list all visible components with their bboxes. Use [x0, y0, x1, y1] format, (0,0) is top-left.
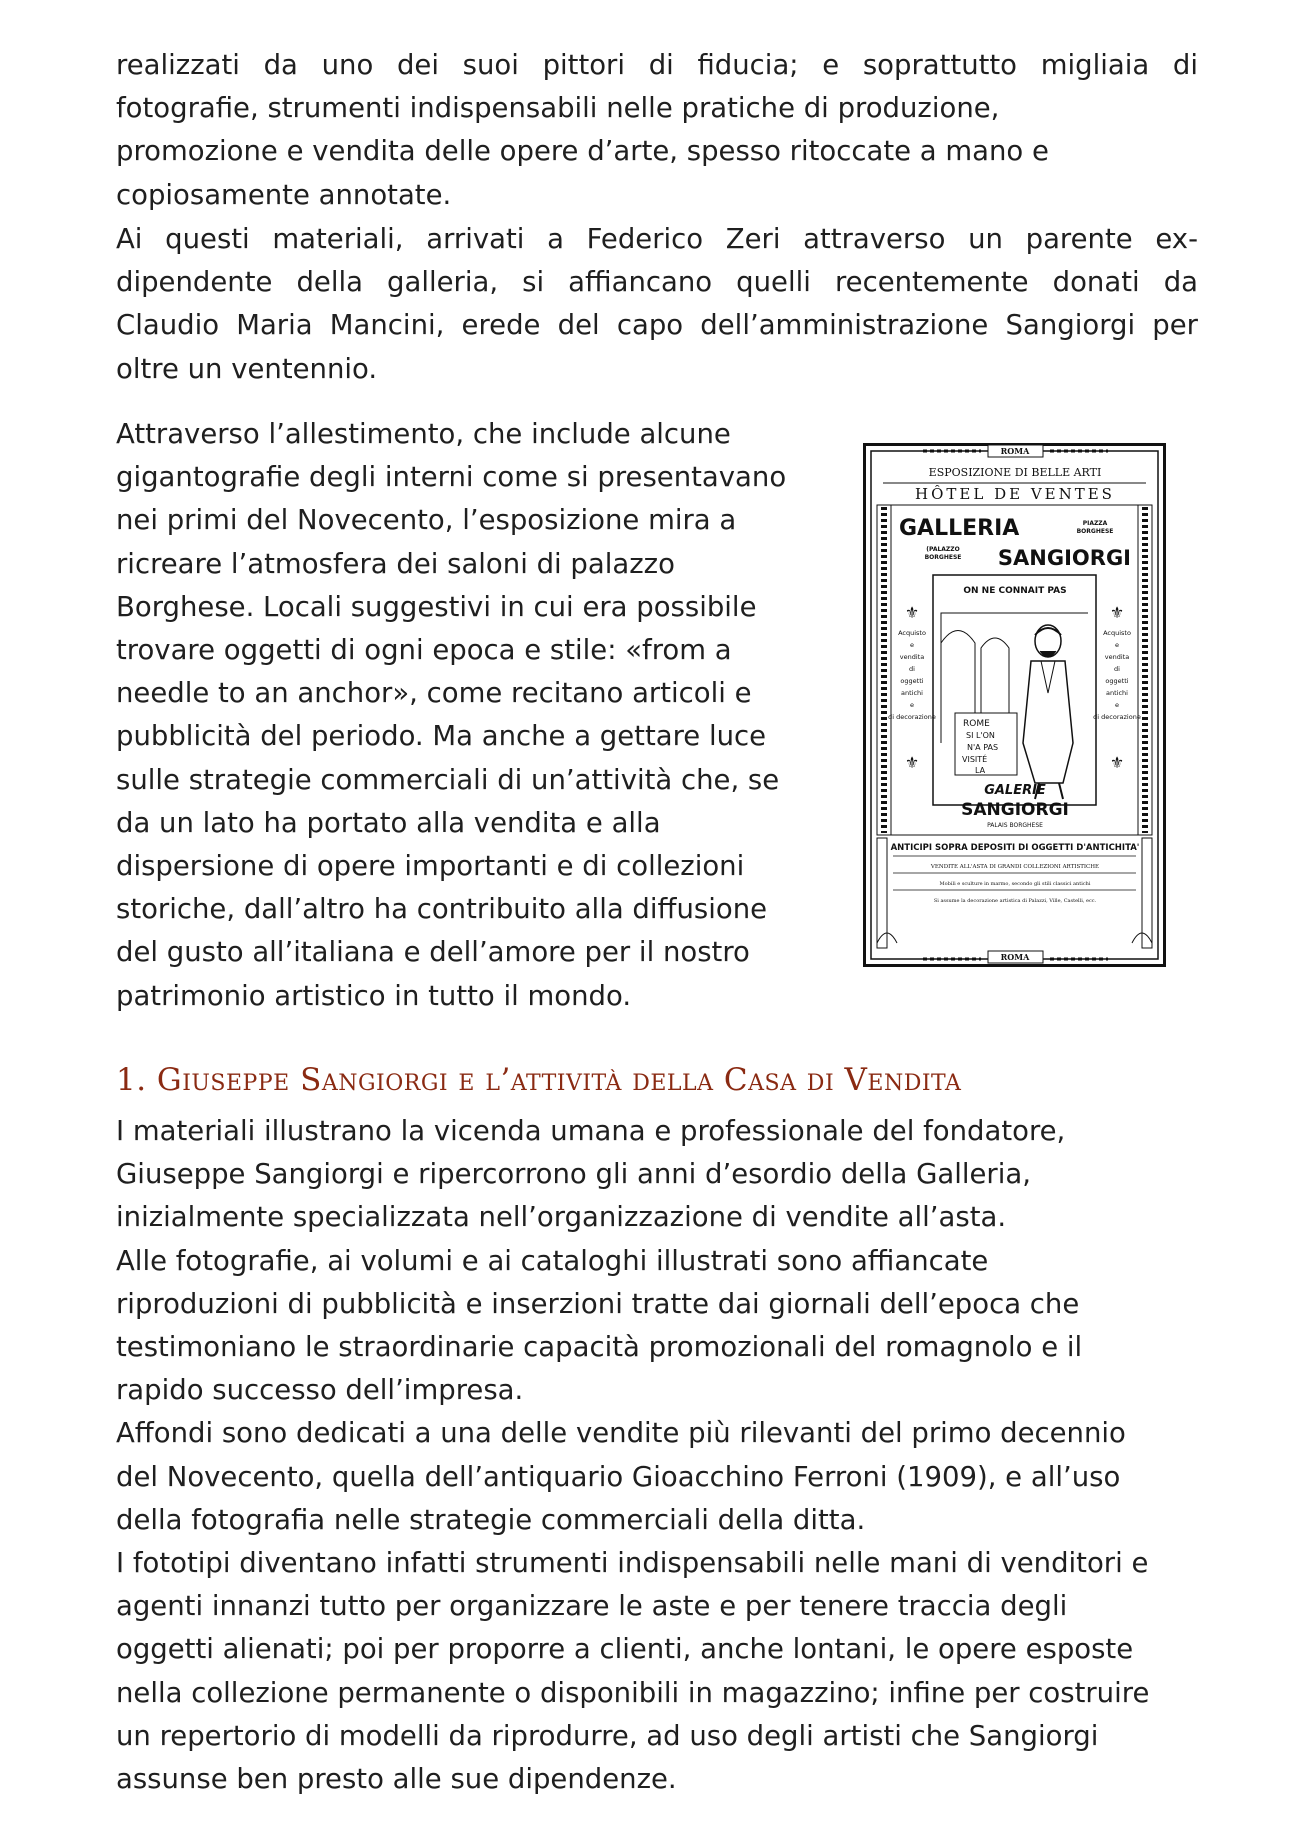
fleur-ornament-icon: ⚜	[1109, 603, 1125, 622]
text-line: oggetti alienati; poi per proporre a clienti, anche lontani, le opere esposte	[116, 1633, 1134, 1666]
poster-artwork	[863, 443, 1166, 967]
poster-side-left: Acquisto	[898, 629, 926, 637]
text-line: dispersione di opere importanti e di collezioni	[116, 850, 745, 883]
text-line: I fototipi diventano infatti strumenti indispensabili nelle mani di venditori e	[116, 1547, 1149, 1580]
poster-side-left: e	[910, 641, 914, 649]
text-line: riproduzioni di pubblicità e inserzioni tratte dai giornali dell’epoca che	[116, 1287, 1080, 1320]
text-line: patrimonio artistico in tutto il mondo.	[116, 979, 632, 1012]
text-line: agenti innanzi tutto per organizzare le aste e per tenere traccia degli	[116, 1590, 1068, 1623]
text-line: inizialmente specializzata nell’organizzazione di vendite all’asta.	[116, 1201, 1007, 1234]
poster-side-left: di	[909, 665, 915, 673]
text-line: pubblicità del periodo. Ma anche a gettare luce	[116, 720, 767, 753]
poster-sign-line: VISITÉ	[962, 755, 988, 764]
poster-galerie: GALERIE	[984, 783, 1046, 798]
text-line: Borghese. Locali suggestivi in cui era possibile	[116, 590, 757, 623]
text-line: della fotografia nelle strategie commerciali della ditta.	[116, 1503, 866, 1536]
poster-sign-line: LA	[975, 766, 986, 775]
poster-side-right: antichi	[1106, 689, 1128, 697]
text-line: sulle strategie commerciali di un’attività che, se	[116, 763, 780, 796]
section-heading-text: 1. Giuseppe Sangiorgi e l’attività della Casa di Vendita	[116, 1062, 962, 1098]
fleur-ornament-icon: ⚜	[904, 603, 920, 622]
text-line: un repertorio di modelli da riprodurre, ad uso degli artisti che Sangiorgi	[116, 1719, 1099, 1752]
text-line: nella collezione permanente o disponibili in magazzino; infine per costruire	[116, 1676, 1150, 1709]
text-line: realizzati da uno dei suoi pittori di fiducia; e soprattutto migliaia di	[116, 49, 1198, 81]
poster-side-right: oggetti	[1105, 677, 1129, 685]
text-line: needle to an anchor», come recitano articoli e	[116, 677, 752, 710]
poster-side-right: vendita	[1104, 653, 1130, 661]
poster-side-right: di decorazione	[1093, 713, 1141, 721]
poster-mobili: Mobili e sculture in marmo, secondo gli stili classici antichi	[939, 881, 1091, 887]
text-line: Ai questi materiali, arrivati a Federico Zeri attraverso un parente ex-	[116, 223, 1198, 255]
poster-side-left: antichi	[901, 689, 923, 697]
text-line: ricreare l’atmosfera dei saloni di palazzo	[116, 547, 675, 580]
poster-sign-line: SI L'ON	[966, 731, 995, 740]
text-line: Alle fotografie, ai volumi e ai cataloghi illustrati sono affiancate	[116, 1244, 989, 1277]
text-line: promozione e vendita delle opere d’arte, spesso ritoccate a mano e	[116, 135, 1049, 168]
text-line: trovare oggetti di ogni epoca e stile: «from a	[116, 634, 732, 667]
poster-piazza: PIAZZA	[1082, 520, 1108, 527]
poster-sign-line: N'A PAS	[967, 743, 999, 752]
text-line: nei primi del Novecento, l’esposizione mira a	[116, 504, 737, 537]
text-line: Affondi sono dedicati a una delle vendite più rilevanti del primo decennio	[116, 1417, 1126, 1450]
text-line: del Novecento, quella dell’antiquario Gioacchino Ferroni (1909), e all’uso	[116, 1460, 1121, 1493]
text-line: gigantografie degli interni come si presentavano	[116, 461, 787, 494]
poster-sign-line: ROME	[963, 719, 990, 729]
text-line: oltre un ventennio.	[116, 352, 378, 385]
poster-hotel: HÔTEL DE VENTES	[915, 485, 1115, 503]
text-line: assunse ben presto alle sue dipendenze.	[116, 1763, 677, 1796]
text-line: storiche, dall’altro ha contribuito alla diffusione	[116, 893, 768, 926]
fleur-ornament-icon: ⚜	[904, 753, 920, 772]
fleur-ornament-icon: ⚜	[1109, 753, 1125, 772]
paragraph-section-body	[116, 1110, 1198, 1801]
text-line: testimoniano le straordinarie capacità promozionali del romagnolo e il	[116, 1331, 1083, 1364]
poster-side-left: di decorazione	[888, 713, 936, 721]
poster-palais: PALAIS BORGHESE	[987, 822, 1043, 829]
poster-side-right: e	[1115, 641, 1119, 649]
poster-side-right: e	[1115, 701, 1119, 709]
text-line: I materiali illustrano la vicenda umana e professionale del fondatore,	[116, 1115, 1066, 1147]
poster-side-left: vendita	[899, 653, 925, 661]
text-line: da un lato ha portato alla vendita e alla	[116, 806, 661, 839]
text-line: del gusto all’italiana e dell’amore per il nostro	[116, 936, 750, 969]
poster-on-ne-connait: ON NE CONNAIT PAS	[963, 586, 1067, 596]
text-line: Giuseppe Sangiorgi e ripercorrono gli anni d’esordio della Galleria,	[116, 1158, 1031, 1191]
paragraph-materials	[116, 44, 1198, 217]
text-line: Claudio Maria Mancini, erede del capo dell’amministrazione Sangiorgi per	[116, 309, 1198, 342]
poster-anticipi: ANTICIPI SOPRA DEPOSITI DI OGGETTI D'ANTICHITA'	[890, 843, 1140, 853]
poster-sangiorgi-bottom: SANGIORGI	[961, 800, 1069, 820]
poster-palazzo: (PALAZZO	[926, 546, 960, 553]
text-line: rapido successo dell’impresa.	[116, 1374, 524, 1407]
poster-vendite: VENDITE ALL'ASTA DI GRANDI COLLEZIONI ARTISTICHE	[930, 864, 1100, 870]
poster-si-assume: Si assume la decorazione artistica di Palazzi, Ville, Castelli, ecc.	[933, 898, 1097, 904]
poster-side-right: Acquisto	[1103, 629, 1131, 637]
poster-side-right: di	[1114, 665, 1120, 673]
sangiorgi-advertisement-poster	[863, 443, 1166, 967]
poster-esposizione: ESPOSIZIONE DI BELLE ARTI	[928, 466, 1102, 479]
text-line: fotografie, strumenti indispensabili nelle pratiche di produzione,	[116, 92, 1000, 125]
paragraph-provenance	[116, 218, 1198, 391]
poster-borghese-right: BORGHESE	[1076, 528, 1114, 535]
poster-sangiorgi: SANGIORGI	[997, 546, 1131, 570]
poster-borghese-left: BORGHESE	[924, 554, 962, 561]
text-line: copiosamente annotate.	[116, 178, 452, 211]
poster-roma-bottom: ROMA	[1000, 952, 1030, 962]
section-heading	[116, 1058, 961, 1102]
poster-side-left: e	[910, 701, 914, 709]
paragraph-exhibition	[116, 413, 836, 1018]
poster-galleria: GALLERIA	[899, 516, 1020, 541]
poster-side-left: oggetti	[900, 677, 924, 685]
text-line: Attraverso l’allestimento, che include alcune	[116, 418, 731, 450]
poster-roma-top: ROMA	[1000, 446, 1030, 456]
text-line: dipendente della galleria, si affiancano quelli recentemente donati da	[116, 266, 1198, 299]
